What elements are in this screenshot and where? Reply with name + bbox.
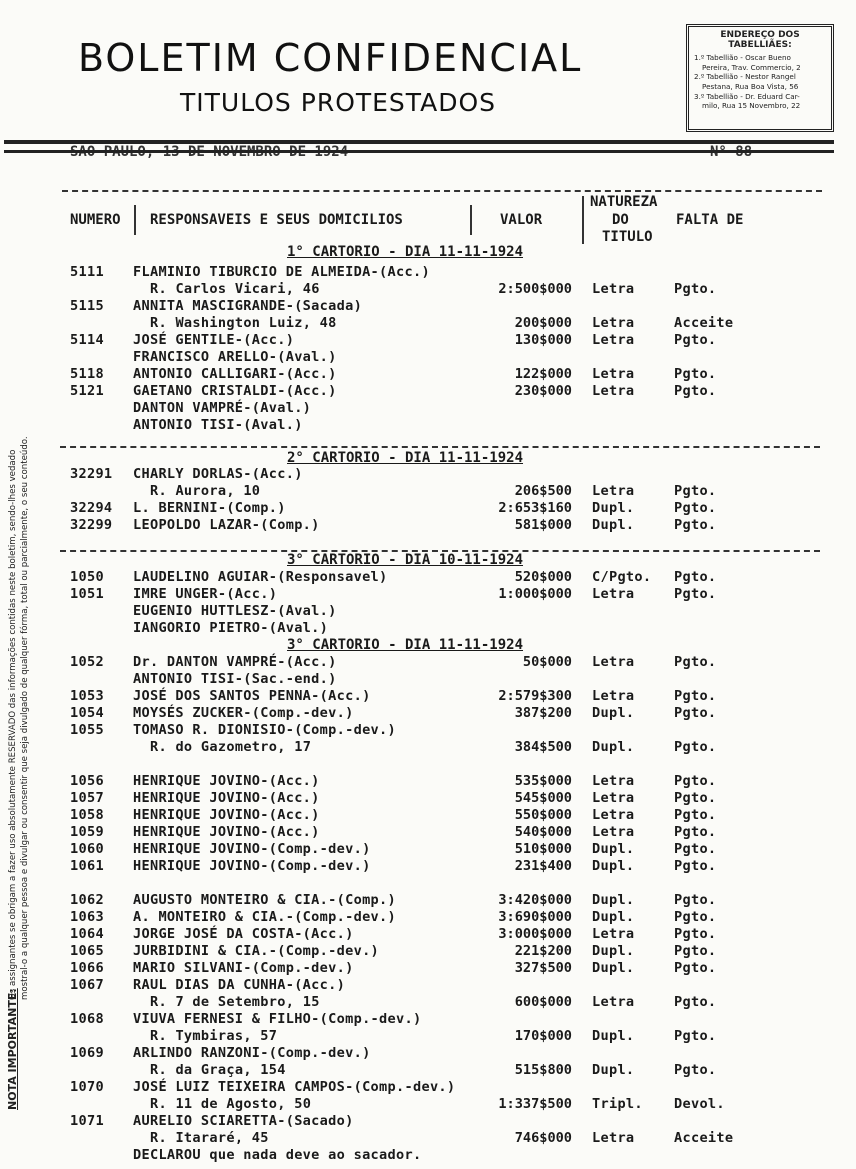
row-number: 5111 [70, 264, 104, 280]
page-title: BOLETIM CONFIDENCIAL [78, 36, 583, 80]
row-responsible: TOMASO R. DIONISIO-(Comp.-dev.) [133, 722, 397, 738]
row-nature: Dupl. [592, 858, 635, 874]
col-valor: VALOR [500, 212, 543, 228]
row-nature: Dupl. [592, 909, 635, 925]
col-divider [582, 196, 584, 244]
row-value: 327$500 [514, 960, 572, 976]
row-nature: Letra [592, 332, 635, 348]
row-missing: Pgto. [674, 960, 717, 976]
row-number: 1061 [70, 858, 104, 874]
row-number: 32291 [70, 466, 113, 482]
row-responsible: GAETANO CRISTALDI-(Acc.) [133, 383, 337, 399]
row-responsible: HENRIQUE JOVINO-(Acc.) [133, 773, 320, 789]
row-missing: Pgto. [674, 773, 717, 789]
row-missing: Pgto. [674, 366, 717, 382]
row-nature: Dupl. [592, 1062, 635, 1078]
row-missing: Pgto. [674, 824, 717, 840]
row-nature: Dupl. [592, 892, 635, 908]
row-value: 1:000$000 [498, 586, 572, 602]
col-divider [134, 205, 136, 235]
row-value: 387$200 [514, 705, 572, 721]
row-number: 1067 [70, 977, 104, 993]
row-nature: Dupl. [592, 739, 635, 755]
row-nature: Letra [592, 926, 635, 942]
address-line: 2.º Tabellião - Nestor Rangel [694, 72, 796, 82]
row-responsible: R. 7 de Setembro, 15 [150, 994, 320, 1010]
row-value: 2:579$300 [498, 688, 572, 704]
row-number: 1060 [70, 841, 104, 857]
row-missing: Pgto. [674, 332, 717, 348]
row-missing: Pgto. [674, 909, 717, 925]
col-falta: FALTA DE [676, 212, 744, 228]
row-responsible: ANTONIO TISI-(Aval.) [133, 417, 303, 433]
row-responsible: DECLAROU que nada deve ao sacador. [133, 1147, 422, 1163]
row-responsible: R. Carlos Vicari, 46 [150, 281, 320, 297]
row-responsible: R. da Graça, 154 [150, 1062, 286, 1078]
row-missing: Pgto. [674, 517, 717, 533]
row-number: 1051 [70, 586, 104, 602]
row-number: 1071 [70, 1113, 104, 1129]
row-value: 550$000 [514, 807, 572, 823]
row-number: 1055 [70, 722, 104, 738]
row-responsible: L. BERNINI-(Comp.) [133, 500, 286, 516]
row-nature: Letra [592, 773, 635, 789]
row-responsible: ANTONIO CALLIGARI-(Acc.) [133, 366, 337, 382]
row-value: 221$200 [514, 943, 572, 959]
section-rule [60, 446, 820, 448]
row-value: 545$000 [514, 790, 572, 806]
row-number: 1053 [70, 688, 104, 704]
row-value: 230$000 [514, 383, 572, 399]
row-missing: Pgto. [674, 841, 717, 857]
row-responsible: HENRIQUE JOVINO-(Acc.) [133, 790, 320, 806]
row-responsible: JURBIDINI & CIA.-(Comp.-dev.) [133, 943, 380, 959]
row-value: 2:500$000 [498, 281, 572, 297]
row-responsible: LAUDELINO AGUIAR-(Responsavel) [133, 569, 388, 585]
section-heading: 3° CARTORIO - DIA 11-11-1924 [287, 637, 524, 653]
row-responsible: R. Washington Luiz, 48 [150, 315, 337, 331]
row-missing: Acceite [674, 1130, 734, 1146]
row-missing: Pgto. [674, 688, 717, 704]
row-number: 5121 [70, 383, 104, 399]
row-missing: Pgto. [674, 858, 717, 874]
section-heading: 1° CARTORIO - DIA 11-11-1924 [287, 244, 524, 260]
row-responsible: AURELIO SCIARETTA-(Sacado) [133, 1113, 354, 1129]
row-responsible: HENRIQUE JOVINO-(Comp.-dev.) [133, 841, 371, 857]
row-missing: Pgto. [674, 654, 717, 670]
row-nature: Letra [592, 824, 635, 840]
row-number: 1068 [70, 1011, 104, 1027]
address-line: Pestana, Rua Boa Vista, 56 [702, 81, 799, 91]
row-responsible: JOSÉ GENTILE-(Acc.) [133, 332, 295, 348]
row-responsible: ARLINDO RANZONI-(Comp.-dev.) [133, 1045, 371, 1061]
col-natureza: NATUREZA [590, 194, 658, 210]
row-nature: Letra [592, 807, 635, 823]
row-responsible: R. Itararé, 45 [150, 1130, 269, 1146]
row-value: 3:420$000 [498, 892, 572, 908]
row-value: 520$000 [514, 569, 572, 585]
row-missing: Pgto. [674, 994, 717, 1010]
row-value: 200$000 [514, 315, 572, 331]
row-missing: Pgto. [674, 739, 717, 755]
row-responsible: CHARLY DORLAS-(Acc.) [133, 466, 303, 482]
row-number: 1054 [70, 705, 104, 721]
row-value: 3:690$000 [498, 909, 572, 925]
row-responsible: JORGE JOSÉ DA COSTA-(Acc.) [133, 926, 354, 942]
row-value: 206$500 [514, 483, 572, 499]
row-number: 1065 [70, 943, 104, 959]
row-number: 1070 [70, 1079, 104, 1095]
address-heading: ENDEREÇO DOS TABELLIÃES: [720, 30, 800, 50]
section-heading: 3° CARTORIO - DIA 10-11-1924 [287, 552, 524, 568]
row-missing: Devol. [674, 1096, 725, 1112]
side-note-line2: mostral-o a qualquer pessoa e divulgar ou consentir que seja divulgado de qualquer fórma, total ou parcialmente, o seu conteúdo. [20, 436, 30, 1000]
row-nature: Letra [592, 1130, 635, 1146]
row-missing: Pgto. [674, 943, 717, 959]
date-rule [4, 150, 834, 153]
row-responsible: MOYSÉS ZUCKER-(Comp.-dev.) [133, 705, 354, 721]
row-nature: Letra [592, 994, 635, 1010]
row-responsible: R. Tymbiras, 57 [150, 1028, 278, 1044]
row-value: 515$800 [514, 1062, 572, 1078]
row-value: 540$000 [514, 824, 572, 840]
page-subtitle: TITULOS PROTESTADOS [180, 88, 497, 117]
row-nature: Letra [592, 366, 635, 382]
row-number: 1057 [70, 790, 104, 806]
row-nature: Dupl. [592, 517, 635, 533]
row-value: 170$000 [514, 1028, 572, 1044]
row-nature: Letra [592, 586, 635, 602]
row-nature: Letra [592, 790, 635, 806]
row-responsible: HENRIQUE JOVINO-(Comp.-dev.) [133, 858, 371, 874]
row-missing: Pgto. [674, 586, 717, 602]
row-value: 231$400 [514, 858, 572, 874]
col-divider [470, 205, 472, 235]
row-value: 130$000 [514, 332, 572, 348]
address-box [686, 24, 834, 132]
row-value: 535$000 [514, 773, 572, 789]
row-responsible: HENRIQUE JOVINO-(Acc.) [133, 824, 320, 840]
row-missing: Pgto. [674, 1062, 717, 1078]
row-number: 1062 [70, 892, 104, 908]
row-nature: Dupl. [592, 705, 635, 721]
side-note-label: NOTA IMPORTANTE: [6, 988, 19, 1110]
row-value: 3:000$000 [498, 926, 572, 942]
row-responsible: Dr. DANTON VAMPRÉ-(Acc.) [133, 654, 337, 670]
row-number: 1064 [70, 926, 104, 942]
col-responsaveis: RESPONSAVEIS E SEUS DOMICILIOS [150, 212, 403, 228]
row-missing: Acceite [674, 315, 734, 331]
row-missing: Pgto. [674, 926, 717, 942]
address-line: 3.º Tabellião - Dr. Eduard Car- [694, 91, 800, 101]
row-missing: Pgto. [674, 500, 717, 516]
row-responsible: FRANCISCO ARELLO-(Aval.) [133, 349, 337, 365]
address-line: milo, Rua 15 Novembro, 22 [702, 101, 801, 111]
row-responsible: A. MONTEIRO & CIA.-(Comp.-dev.) [133, 909, 397, 925]
row-number: 1059 [70, 824, 104, 840]
row-nature: Dupl. [592, 841, 635, 857]
row-missing: Pgto. [674, 892, 717, 908]
row-number: 5118 [70, 366, 104, 382]
section-heading: 2° CARTORIO - DIA 11-11-1924 [287, 450, 524, 466]
row-value: 581$000 [514, 517, 572, 533]
row-responsible: FLAMINIO TIBURCIO DE ALMEIDA-(Acc.) [133, 264, 430, 280]
row-responsible: LEOPOLDO LAZAR-(Comp.) [133, 517, 320, 533]
row-value: 122$000 [514, 366, 572, 382]
row-value: 746$000 [514, 1130, 572, 1146]
address-line: 1.º Tabellião - Oscar Bueno [694, 53, 791, 63]
row-nature: Letra [592, 383, 635, 399]
row-missing: Pgto. [674, 1028, 717, 1044]
row-missing: Pgto. [674, 281, 717, 297]
row-responsible: ANNITA MASCIGRANDE-(Sacada) [133, 298, 363, 314]
row-missing: Pgto. [674, 790, 717, 806]
row-value: 600$000 [514, 994, 572, 1010]
row-responsible: R. 11 de Agosto, 50 [150, 1096, 312, 1112]
row-number: 32299 [70, 517, 113, 533]
row-number: 32294 [70, 500, 113, 516]
col-natureza-titulo: TITULO [602, 229, 653, 245]
row-responsible: DANTON VAMPRÉ-(Aval.) [133, 400, 312, 416]
row-nature: Letra [592, 688, 635, 704]
row-value: 510$000 [514, 841, 572, 857]
row-responsible: IMRE UNGER-(Acc.) [133, 586, 278, 602]
row-responsible: R. Aurora, 10 [150, 483, 261, 499]
row-number: 1063 [70, 909, 104, 925]
row-nature: Letra [592, 483, 635, 499]
row-missing: Pgto. [674, 705, 717, 721]
row-responsible: EUGENIO HUTTLESZ-(Aval.) [133, 603, 337, 619]
row-nature: Letra [592, 315, 635, 331]
row-nature: Dupl. [592, 1028, 635, 1044]
row-number: 1069 [70, 1045, 104, 1061]
row-value: 384$500 [514, 739, 572, 755]
row-number: 1056 [70, 773, 104, 789]
row-missing: Pgto. [674, 807, 717, 823]
row-responsible: RAUL DIAS DA CUNHA-(Acc.) [133, 977, 346, 993]
row-nature: Dupl. [592, 943, 635, 959]
row-missing: Pgto. [674, 483, 717, 499]
row-responsible: AUGUSTO MONTEIRO & CIA.-(Comp.) [133, 892, 397, 908]
row-responsible: MARIO SILVANI-(Comp.-dev.) [133, 960, 354, 976]
row-responsible: JOSÉ DOS SANTOS PENNA-(Acc.) [133, 688, 371, 704]
row-responsible: ANTONIO TISI-(Sac.-end.) [133, 671, 337, 687]
row-nature: C/Pgto. [592, 569, 652, 585]
row-responsible: JOSÉ LUIZ TEIXEIRA CAMPOS-(Comp.-dev.) [133, 1079, 456, 1095]
col-natureza-do: DO [612, 212, 629, 228]
row-value: 1:337$500 [498, 1096, 572, 1112]
row-nature: Letra [592, 654, 635, 670]
address-line: Pereira, Trav. Commercio, 2 [702, 62, 801, 72]
side-note-line1: Os assignantes se obrigam a fazer uso absolutamente RESERVADO das informações contidas neste boletim, sendo-lhes vedado [8, 449, 18, 1000]
row-missing: Pgto. [674, 569, 717, 585]
row-responsible: R. do Gazometro, 17 [150, 739, 312, 755]
col-numero: NUMERO [70, 212, 121, 228]
row-nature: Dupl. [592, 960, 635, 976]
row-number: 1058 [70, 807, 104, 823]
row-number: 1052 [70, 654, 104, 670]
row-value: 2:653$160 [498, 500, 572, 516]
row-responsible: IANGORIO PIETRO-(Aval.) [133, 620, 329, 636]
row-number: 1066 [70, 960, 104, 976]
row-responsible: HENRIQUE JOVINO-(Acc.) [133, 807, 320, 823]
row-number: 1050 [70, 569, 104, 585]
row-missing: Pgto. [674, 383, 717, 399]
row-value: 50$000 [522, 654, 572, 670]
row-nature: Letra [592, 281, 635, 297]
row-nature: Tripl. [592, 1096, 643, 1112]
row-responsible: VIUVA FERNESI & FILHO-(Comp.-dev.) [133, 1011, 422, 1027]
row-number: 5115 [70, 298, 104, 314]
table-top-rule [62, 190, 822, 192]
row-nature: Dupl. [592, 500, 635, 516]
row-number: 5114 [70, 332, 104, 348]
